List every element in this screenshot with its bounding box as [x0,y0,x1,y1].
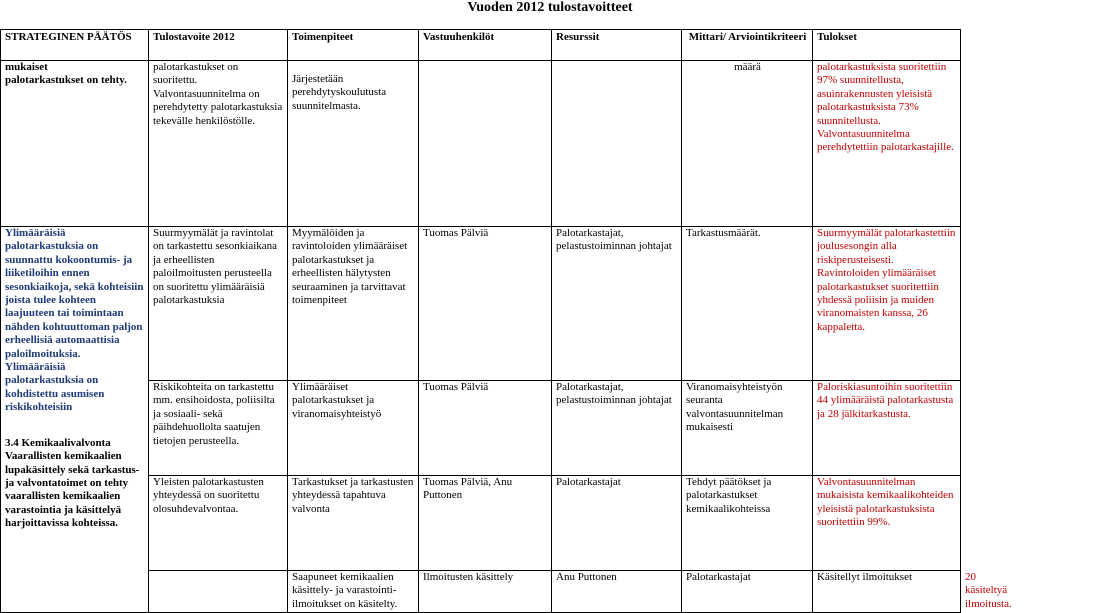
strategy-paragraph-1: Ylimääräisiä palotarkastuksia on suunnattu kokoontumis- ja liiketiloihin ennen sesonkiaikoja, sekä kohteisiin joista tulee kohteen laajuuteen tai toimintaan nähden kohtuuttoman paljon erheellisiä automaattisia paloilmoituksia. [5,227,144,360]
table-row: Saapuneet kemikaalien käsittely- ja varastointi-ilmoitukset on käsitelty. Ilmoitusten käsittely Anu Puttonen Palotarkastajat Käsitellyt ilmoitukset 20 käsiteltyä ilmoitusta. [1,571,961,613]
table-row [1,61,961,227]
responsible-cell: Tuomas Pälviä [419,227,552,381]
results-cell: Paloriskiasuntoihin suoritettiin 44 ylimääräistä palotarkastusta ja 28 jälkitarkastusta. [813,381,961,476]
goal-cell: Riskikohteita on tarkastettu mm. ensihoidosta, poliisilta ja sosiaali- sekä päihdehuollolta saatujen tietojen perusteella. [149,381,288,476]
goal-cell: Suurmyymälät ja ravintolat on tarkastettu sesonkiaikana ja erheellisten paloilmoitusten perusteella on suoritettu ylimääräisiä palotarkastuksia [149,227,288,381]
resources-cell: Palotarkastajat, pelastustoiminnan johtajat [552,227,682,381]
responsible-cell: Tuomas Pälviä, Anu Puttonen [419,476,552,571]
resources-cell: Palotarkastajat [552,476,682,571]
actions-cell: Tarkastukset ja tarkastusten yhteydessä tapahtuva valvonta [288,476,419,571]
responsible-cell: Tuomas Pälviä [419,381,552,476]
header-responsible: Vastuuhenkilöt [419,30,552,61]
metrics-cell: Tarkastusmäärät. [682,227,813,381]
page-title: Vuoden 2012 tulostavoitteet [467,0,633,15]
goal-cell: Yleisten palotarkastusten yhteydessä on suoritettu olosuhdevalvontaa. [149,476,288,571]
header-row [1,30,961,61]
responsible-cell [419,61,552,227]
header-goal: Tulostavoite 2012 [149,30,288,61]
resources-cell: Palotarkastajat [682,571,813,613]
strategy-continuation: mukaiset palotarkastukset on tehty. [1,61,149,227]
results-cell: Suurmyymälät palotarkastettiin joulusesongin alla riskiperusteisesti. Ravintoloiden ylimääräiset palotarkastukset suoritettiin yhdessä poliisin ja muiden viranomaisten kanssa, 26 kappaletta. [813,227,961,381]
strategy-empty-cell [149,571,288,613]
strategy-paragraph-2: Ylimääräisiä palotarkastuksia on kohdistettu asumisen riskikohteisiin [5,361,105,414]
table-row [1,227,961,381]
results-cell: palotarkastuksista suoritettiin 97% suunnitellusta, asuinrakennusten yleisistä palotarkastuksista 73% suunnitellusta. Valvontasuunnitelma perehdytettiin palotarkastajille. [813,61,961,227]
actions-cell: Myymälöiden ja ravintoloiden ylimääräiset palotarkastukset ja erheellisten hälytysten seuraaminen ja tarvittavat toimenpiteet [288,227,419,381]
header-resources: Resurssit [552,30,682,61]
metrics-cell: määrä [682,61,813,227]
resources-cell [552,61,682,227]
strategy-cell [1,227,149,613]
metrics-cell: Käsitellyt ilmoitukset [813,571,961,613]
goal-cell: Saapuneet kemikaalien käsittely- ja varastointi-ilmoitukset on käsitelty. [288,571,419,613]
metrics-cell: Tehdyt päätökset ja palotarkastukset kemikaalikohteissa [682,476,813,571]
actions-cell: Ilmoitusten käsittely [419,571,552,613]
header-actions: Toimenpiteet [288,30,419,61]
results-table [0,29,1012,613]
responsible-cell: Anu Puttonen [552,571,682,613]
header-results: Tulokset [813,30,961,61]
header-strategy: STRATEGINEN PÄÄTÖS [1,30,149,61]
strategy-paragraph-3: 3.4 Kemikaalivalvonta Vaarallisten kemikaalien lupakäsittely sekä tarkastus- ja valvontatoimet on tehty vaarallisten kemikaalien varastointia ja käsittelyä harjoittavissa kohteissa. [5,436,140,530]
goal-cell: palotarkastukset on suoritettu. Valvontasuunnitelma on perehdytetty palotarkastuksia tekevälle henkilöstölle. [149,61,288,227]
results-cell: Valvontasuunnitelman mukaisista kemikaalikohteiden yleisistä palotarkastuksista suoritettiin 99%. [813,476,961,571]
header-metrics: Mittari/ Arviointikriteeri [682,30,813,61]
actions-cell: Ylimääräiset palotarkastukset ja viranomaisyhteistyö [288,381,419,476]
actions-text: Järjestetään perehdytyskoulutusta suunnitelmasta. [292,73,387,112]
resources-cell: Palotarkastajat, pelastustoiminnan johtajat [552,381,682,476]
actions-cell [288,61,419,227]
metrics-cell: Viranomaisyhteistyön seuranta valvontasuunnitelman mukaisesti [682,381,813,476]
